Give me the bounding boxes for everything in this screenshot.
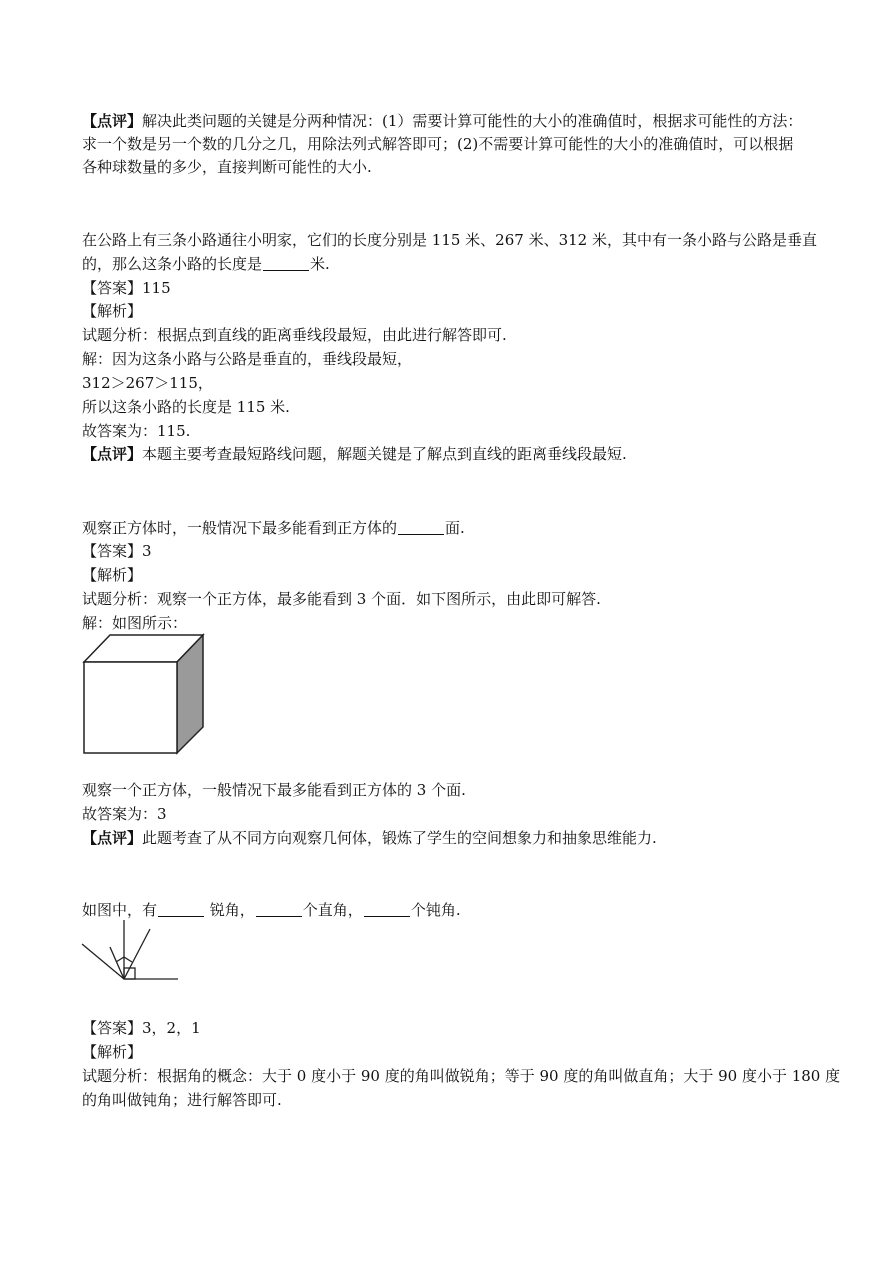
q1-analysis-line: 故答案为：115. <box>82 422 191 440</box>
q2-analysis-label: 【解析】 <box>82 566 143 584</box>
cube-front-face <box>84 662 177 753</box>
q1-analysis-label: 【解析】 <box>82 302 143 320</box>
answer-label: 【答案】 <box>82 1019 143 1037</box>
answer-blank <box>398 519 444 535</box>
q1-review <box>82 443 627 465</box>
q3-answer <box>82 1017 201 1039</box>
answer-value: 115 <box>142 279 171 297</box>
answer-value: 3，2，1 <box>142 1019 201 1037</box>
q1-analysis-line: 所以这条小路的长度是 115 米. <box>82 398 290 416</box>
q2-after-line: 观察一个正方体，一般情况下最多能看到正方体的 3 个面. <box>82 781 466 799</box>
answer-blank <box>364 901 410 917</box>
q2-review <box>82 827 657 849</box>
review-text: 解决此类问题的关键是分两种情况：(1）需要计算可能性的大小的准确值时，根据求可能性的方法： <box>142 112 803 130</box>
q3-question-text: 锐角， <box>205 901 255 919</box>
q3-question-text: 个钝角. <box>410 901 461 919</box>
answer-blank <box>158 901 204 917</box>
q2-question <box>82 517 465 539</box>
q3-analysis-line: 试题分析：根据角的概念：大于 0 度小于 90 度的角叫做锐角；等于 90 度的角叫做直角；大于 90 度小于 180 度 <box>82 1067 841 1085</box>
q0-review-line-2: 求一个数是另一个数的几分之几，用除法列式解答即可；(2)不需要计算可能性的大小的准确值时，可以根据 <box>82 135 794 153</box>
q2-answer <box>82 540 152 562</box>
q1-question-line-2 <box>82 253 330 275</box>
q1-answer <box>82 277 171 299</box>
answer-blank <box>263 255 309 271</box>
q1-analysis-line: 解：因为这条小路与公路是垂直的，垂线段最短， <box>82 350 413 368</box>
q3-analysis-line: 的角叫做钝角；进行解答即可. <box>82 1091 282 1109</box>
q3-question-text: 如图中，有 <box>82 901 158 919</box>
answer-label: 【答案】 <box>82 542 143 560</box>
cube-figure <box>82 632 206 756</box>
answer-value: 3 <box>142 542 152 560</box>
review-text: 本题主要考查最短路线问题，解题关键是了解点到直线的距离垂线段最短. <box>142 445 627 463</box>
q1-analysis-line: 312＞267＞115， <box>82 374 213 392</box>
q2-after-line: 故答案为：3 <box>82 805 167 823</box>
q1-analysis-line: 试题分析：根据点到直线的距离垂线段最短，由此进行解答即可. <box>82 326 507 344</box>
review-label: 【点评】 <box>82 445 143 463</box>
review-label: 【点评】 <box>82 829 143 847</box>
q3-question-text: 个直角， <box>302 901 363 919</box>
q3-analysis-label: 【解析】 <box>82 1043 143 1061</box>
review-text: 此题考查了从不同方向观察几何体，锻炼了学生的空间想象力和抽象思维能力. <box>142 829 657 847</box>
q1-question-line-1: 在公路上有三条小路通往小明家，它们的长度分别是 115 米、267 米、312 米，其中有一条小路与公路是垂直 <box>82 231 817 249</box>
q2-analysis-line: 试题分析：观察一个正方体，最多能看到 3 个面．如下图所示，由此即可解答. <box>82 590 601 608</box>
inner-ray <box>110 947 124 979</box>
q2-analysis-line: 解：如图所示： <box>82 614 188 632</box>
angles-figure <box>80 918 184 984</box>
right-ray <box>124 929 150 979</box>
answer-label: 【答案】 <box>82 279 143 297</box>
review-label: 【点评】 <box>82 112 143 130</box>
q2-question-unit: 面. <box>445 519 465 537</box>
q1-question-text: 的，那么这条小路的长度是 <box>82 255 263 273</box>
q0-review-line-1 <box>82 110 802 132</box>
q0-review-line-3: 各种球数量的多少，直接判断可能性的大小. <box>82 158 372 176</box>
answer-blank <box>256 901 302 917</box>
q1-question-unit: 米. <box>310 255 330 273</box>
q2-question-text: 观察正方体时，一般情况下最多能看到正方体的 <box>82 519 398 537</box>
